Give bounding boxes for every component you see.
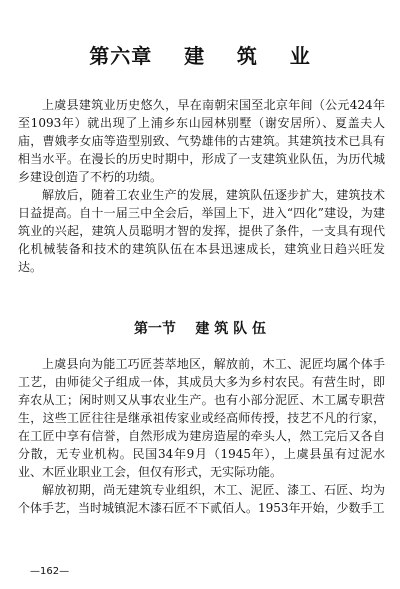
paragraph: 解放初期，尚无建筑专业组织，木工、泥匠、漆工、石匠、均为个体手艺，当时城镇泥木漆石匠不下贰佰人。1953年开始，少数手工 (18, 483, 385, 515)
chapter-intro (18, 96, 385, 276)
paragraph: 上虞县建筑业历史悠久，早在南朝宋国至北京年间（公元424年至1093年）就出现了上浦乡东山园林别墅（谢安居所）、夏盖夫人庙，曹娥孝女庙等造型别致、气势雄伟的古建筑。其建筑技术已具有相当水平。在漫长的历史时期中，形成了一支建筑业队伍，为历代城乡建设创造了不朽的功绩。 (18, 98, 385, 184)
section-title: 第一节 建 筑 队 伍 (133, 321, 267, 337)
paragraph: 上虞县向为能工巧匠荟萃地区，解放前，木工、泥匠均属个体手工艺，由师徒父子组成一体，其成员大多为乡村农民。有营生时，即弃农从工；闲时则又从事农业生产。也有小部分泥匠、木工属专职营生，这些工匠往往是继承祖传家业或经高师传授，技艺不凡的行家，在工匠中享有信誉，自然形成为建房造屋的牵头人，然工完后又各自分散，无专业机构。民国34年9月（1945年），上虞县虽有过泥水业、木匠业职业工会，但仅有形式，无实际功能。 (18, 357, 385, 479)
paragraph: 解放后，随着工农业生产的发展，建筑队伍逐步扩大，建筑技术日益提高。自十一届三中全会后，举国上下，进入“四化”建设，为建筑业的兴起，建筑人员聪明才智的发挥，提供了条件，一支具有现代化机械装备和技术的建筑队伍在本县迅速成长，建筑业日趋兴旺发达。 (18, 188, 385, 274)
page-number: —162— (30, 566, 70, 577)
chapter-title: 第六章 建 筑 业 (89, 44, 311, 68)
section-body (18, 355, 385, 517)
